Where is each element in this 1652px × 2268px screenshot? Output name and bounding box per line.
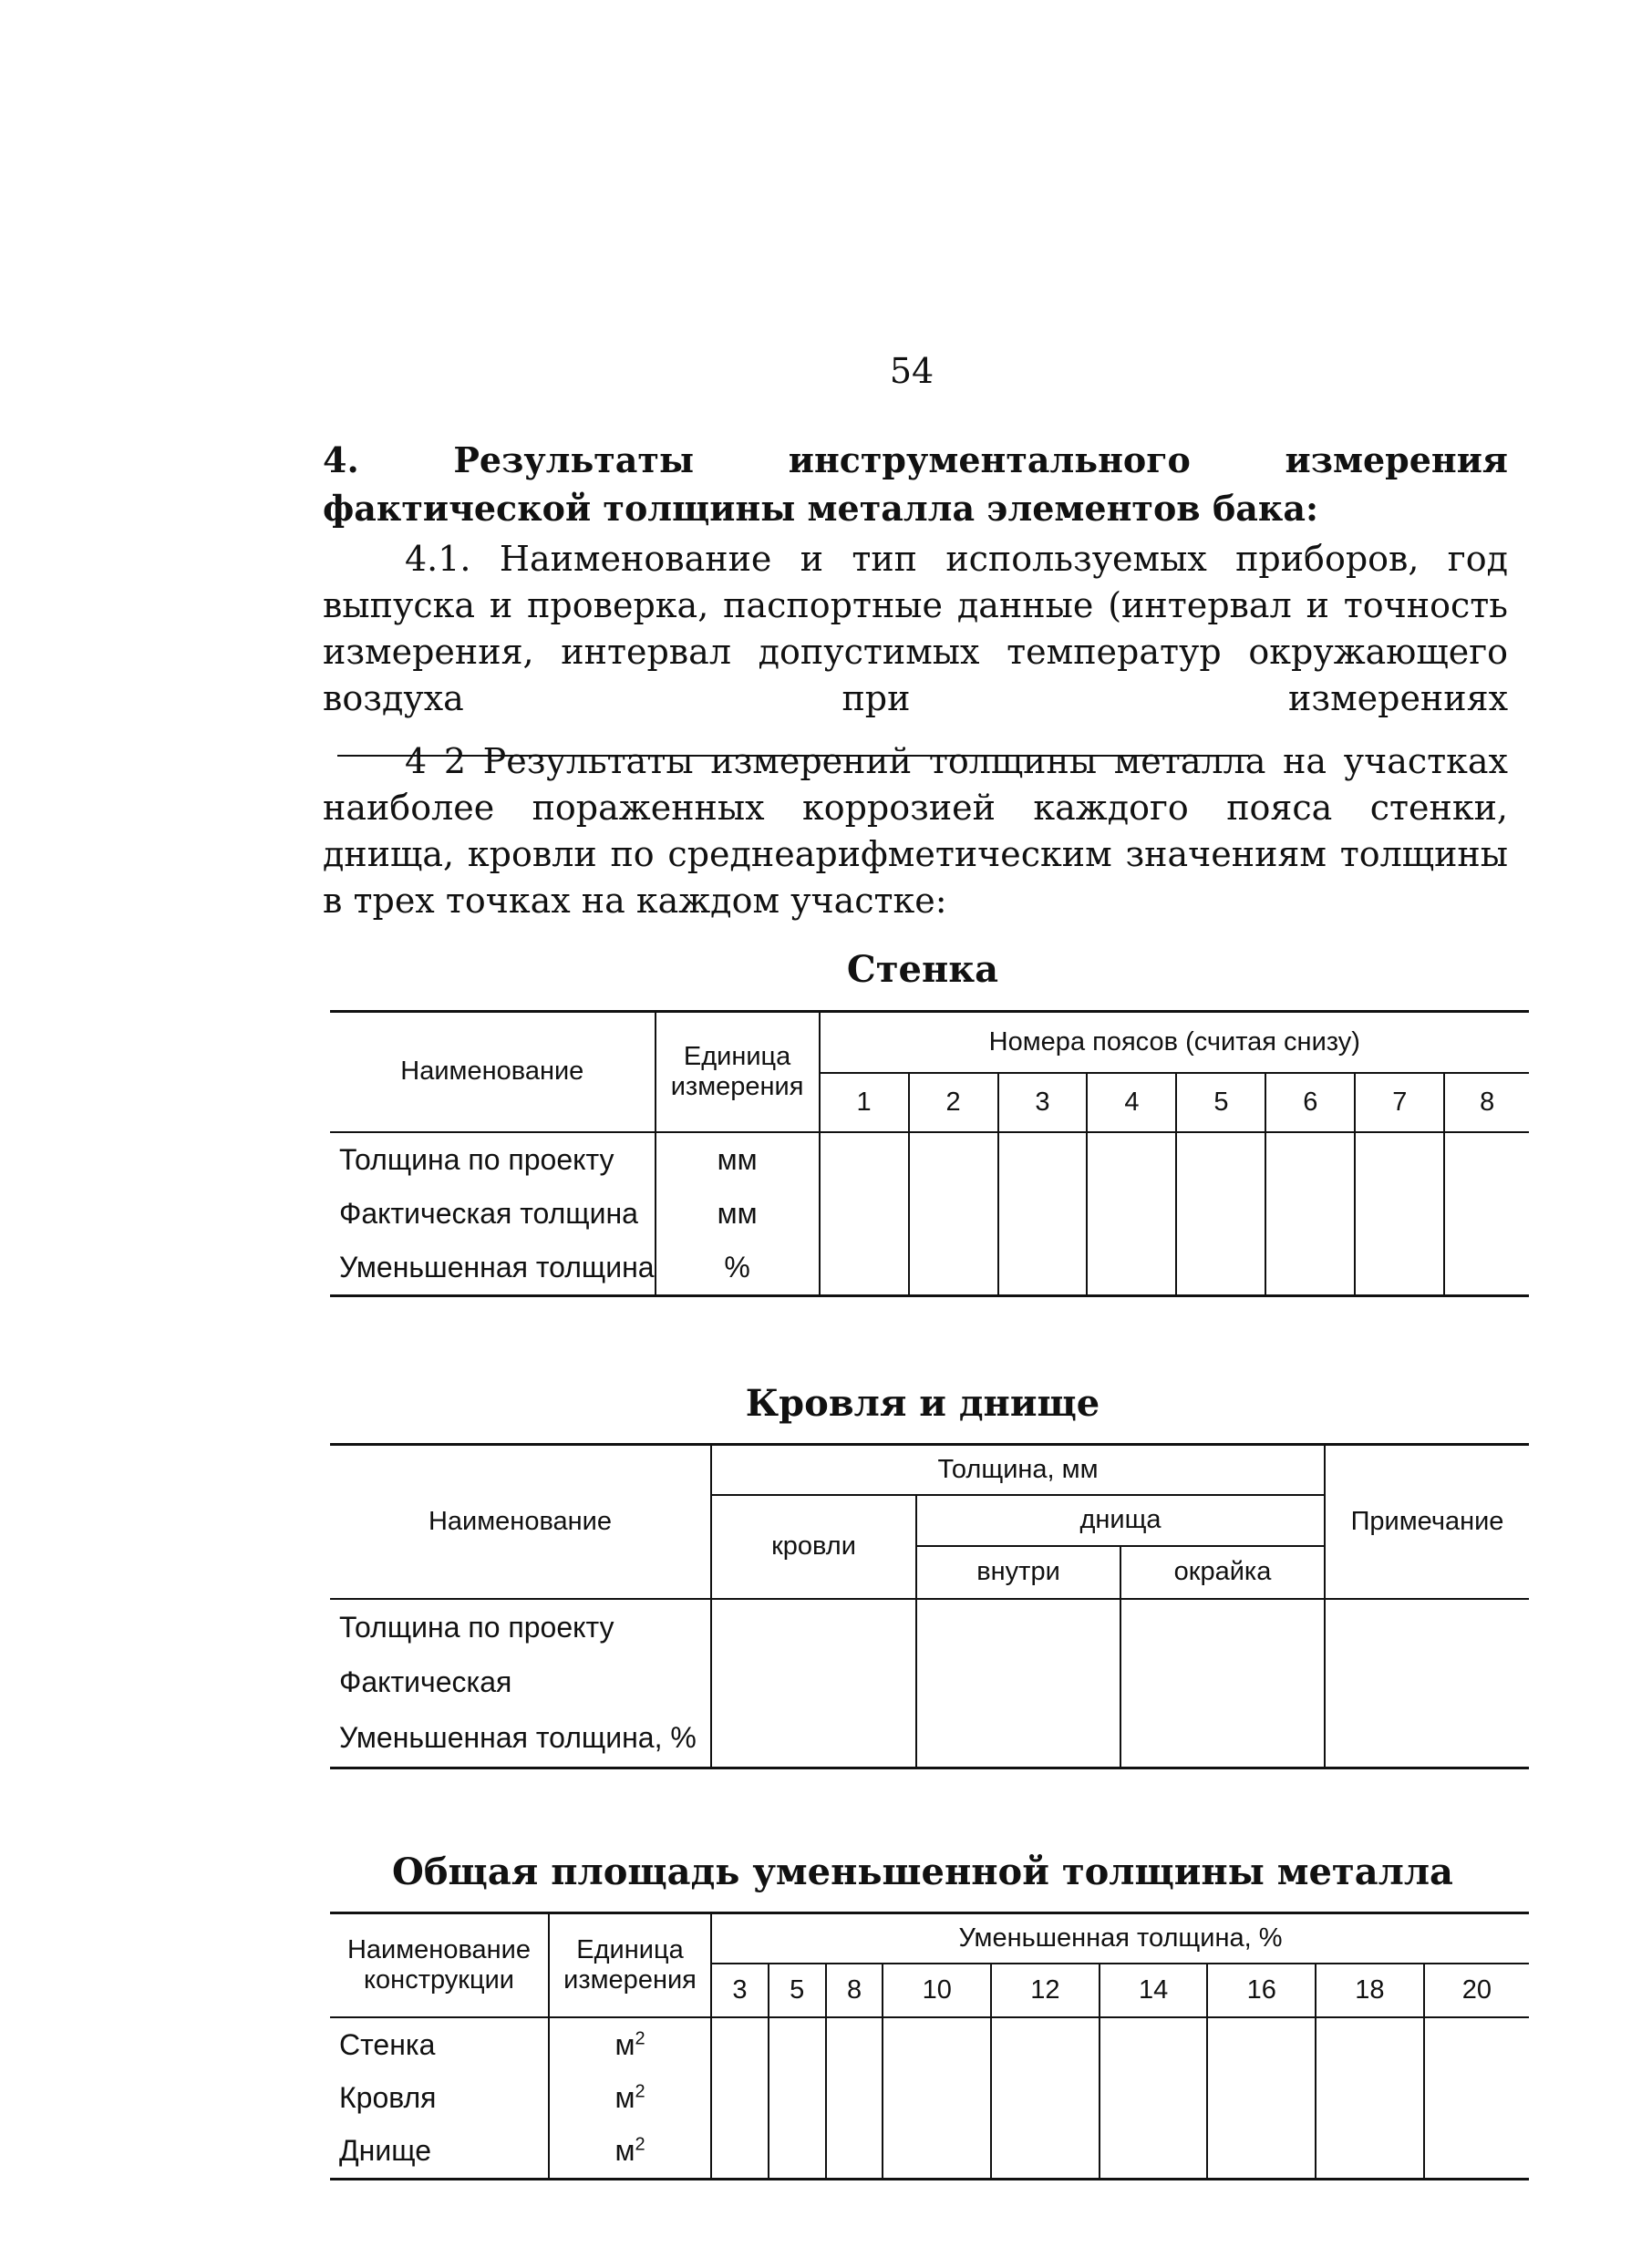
value-cell[interactable] xyxy=(826,2072,883,2125)
table-row xyxy=(330,1599,1529,1655)
area-percent-header: 16 xyxy=(1207,1964,1316,2017)
value-cell[interactable] xyxy=(1316,2072,1424,2125)
wall-belt-header: 6 xyxy=(1265,1073,1355,1132)
row-label: Уменьшенная толщина, % xyxy=(330,1710,711,1768)
value-cell[interactable] xyxy=(1207,2125,1316,2180)
table-row xyxy=(330,1187,1529,1242)
value-cell[interactable] xyxy=(826,2017,883,2072)
unit-exponent: 2 xyxy=(635,2081,645,2102)
value-cell[interactable] xyxy=(1100,2072,1208,2125)
area-col-reduced: Уменьшенная толщина, % xyxy=(711,1913,1529,1964)
value-cell[interactable] xyxy=(909,1132,998,1187)
unit-base: м xyxy=(614,2081,635,2114)
value-cell[interactable] xyxy=(1207,2072,1316,2125)
unit-exponent: 2 xyxy=(635,2027,645,2048)
value-cell[interactable] xyxy=(998,1242,1088,1296)
value-cell[interactable] xyxy=(769,2017,826,2072)
value-cell[interactable] xyxy=(769,2072,826,2125)
wall-belt-header: 7 xyxy=(1355,1073,1444,1132)
value-cell[interactable] xyxy=(1087,1132,1176,1187)
row-label: Фактическая толщина xyxy=(339,1197,638,1230)
value-cell[interactable] xyxy=(1265,1242,1355,1296)
value-cell[interactable] xyxy=(1176,1187,1265,1242)
row-unit: мм xyxy=(656,1187,820,1242)
value-cell[interactable] xyxy=(820,1132,909,1187)
value-cell[interactable] xyxy=(769,2125,826,2180)
roof-col-bottom: днища xyxy=(916,1495,1325,1546)
row-unit: мм xyxy=(656,1132,820,1187)
value-cell[interactable] xyxy=(1265,1132,1355,1187)
value-cell[interactable] xyxy=(1265,1187,1355,1242)
table-row xyxy=(330,2017,1529,2072)
value-cell[interactable] xyxy=(998,1132,1088,1187)
value-cell[interactable] xyxy=(1207,2017,1316,2072)
value-cell[interactable] xyxy=(1087,1187,1176,1242)
row-unit: % xyxy=(656,1242,820,1296)
value-cell[interactable] xyxy=(1444,1242,1529,1296)
value-cell[interactable] xyxy=(1355,1187,1444,1242)
roof-col-edge: окрайка xyxy=(1120,1546,1325,1599)
row-label: Фактическая xyxy=(339,1665,512,1698)
table-row xyxy=(330,2072,1529,2125)
roof-table-title: Кровля и днище xyxy=(745,1382,1100,1425)
value-cell[interactable] xyxy=(711,2125,769,2180)
wall-table xyxy=(330,1010,1529,1297)
area-percent-header: 12 xyxy=(991,1964,1100,2017)
value-cell[interactable] xyxy=(991,2125,1100,2180)
value-cell[interactable] xyxy=(711,1655,916,1710)
area-table xyxy=(330,1912,1529,2180)
wall-col-unit: Единица измерения xyxy=(656,1012,820,1132)
table-row xyxy=(330,1710,1529,1768)
value-cell[interactable] xyxy=(1325,1710,1529,1768)
page-number: 54 xyxy=(889,351,934,391)
paragraph-4-1 xyxy=(323,536,1508,768)
value-cell[interactable] xyxy=(820,1242,909,1296)
value-cell[interactable] xyxy=(883,2125,991,2180)
value-cell[interactable] xyxy=(711,1599,916,1655)
row-label: Кровля xyxy=(339,2081,437,2114)
value-cell[interactable] xyxy=(1087,1242,1176,1296)
wall-belt-header: 2 xyxy=(909,1073,998,1132)
area-percent-header: 10 xyxy=(883,1964,991,2017)
area-percent-header: 5 xyxy=(769,1964,826,2017)
unit-exponent: 2 xyxy=(635,2134,645,2155)
unit-base: м xyxy=(614,2134,635,2168)
value-cell[interactable] xyxy=(1325,1599,1529,1655)
roof-col-note: Примечание xyxy=(1325,1445,1529,1599)
wall-belt-header: 3 xyxy=(998,1073,1088,1132)
value-cell[interactable] xyxy=(1424,2125,1529,2180)
roof-table xyxy=(330,1443,1529,1769)
value-cell[interactable] xyxy=(1120,1599,1325,1655)
roof-col-name: Наименование xyxy=(330,1445,711,1599)
area-percent-header: 3 xyxy=(711,1964,769,2017)
row-unit xyxy=(549,2017,711,2072)
area-percent-header: 18 xyxy=(1316,1964,1424,2017)
table-row xyxy=(330,1242,1529,1296)
wall-belt-header: 4 xyxy=(1087,1073,1176,1132)
area-table-title: Общая площадь уменьшенной толщины металла xyxy=(392,1850,1453,1893)
section-title: 4. Результаты инструментального измерения фактической толщины металла элементов бака: xyxy=(323,439,1508,529)
value-cell[interactable] xyxy=(883,2017,991,2072)
row-label: Стенка xyxy=(339,2027,436,2061)
value-cell[interactable] xyxy=(1325,1655,1529,1710)
roof-col-inside: внутри xyxy=(916,1546,1120,1599)
unit-base: м xyxy=(614,2027,635,2061)
wall-table-title: Стенка xyxy=(846,948,999,991)
value-cell[interactable] xyxy=(883,2072,991,2125)
roof-col-thickness: Толщина, мм xyxy=(711,1445,1325,1495)
value-cell[interactable] xyxy=(916,1655,1120,1710)
row-label: Толщина по проекту xyxy=(339,1610,614,1644)
value-cell[interactable] xyxy=(909,1242,998,1296)
value-cell[interactable] xyxy=(1444,1132,1529,1187)
value-cell[interactable] xyxy=(1316,2125,1424,2180)
value-cell[interactable] xyxy=(711,1710,916,1768)
paragraph-4-1-text: 4.1. Наименование и тип используемых приборов, год выпуска и проверка, паспортные данные (интервал и точность измерения, интервал допустимых температур окружающего воздуха при измерениях xyxy=(323,539,1508,718)
value-cell[interactable] xyxy=(1100,2125,1208,2180)
value-cell[interactable] xyxy=(916,1710,1120,1768)
row-label: Толщина по проекту xyxy=(339,1142,614,1176)
paragraph-4-2-text: 4 2 Результаты измерений толщины металла на участках наиболее пораженных коррозией каждого пояса стенки, днища, кровли по среднеарифметическим значениям толщины в трех точках на каждом участке: xyxy=(323,741,1508,921)
value-cell[interactable] xyxy=(1100,2017,1208,2072)
table-row xyxy=(330,1655,1529,1710)
value-cell[interactable] xyxy=(1355,1132,1444,1187)
value-cell[interactable] xyxy=(1316,2017,1424,2072)
paragraph-4-2 xyxy=(323,738,1508,924)
wall-col-name: Наименование xyxy=(330,1012,656,1132)
row-label: Уменьшенная толщина xyxy=(330,1242,656,1296)
value-cell[interactable] xyxy=(826,2125,883,2180)
value-cell[interactable] xyxy=(1176,1132,1265,1187)
area-col-name: Наименование конструкции xyxy=(330,1913,549,2017)
value-cell[interactable] xyxy=(820,1187,909,1242)
value-cell[interactable] xyxy=(1120,1655,1325,1710)
row-unit xyxy=(549,2072,711,2125)
value-cell[interactable] xyxy=(1424,2017,1529,2072)
area-percent-header: 8 xyxy=(826,1964,883,2017)
value-cell[interactable] xyxy=(991,2017,1100,2072)
wall-belt-header: 8 xyxy=(1444,1073,1529,1132)
area-percent-header: 14 xyxy=(1100,1964,1208,2017)
table-row xyxy=(330,2125,1529,2180)
wall-belt-header: 5 xyxy=(1176,1073,1265,1132)
value-cell[interactable] xyxy=(998,1187,1088,1242)
wall-col-belts: Номера поясов (считая снизу) xyxy=(820,1012,1529,1073)
value-cell[interactable] xyxy=(909,1187,998,1242)
value-cell[interactable] xyxy=(1355,1242,1444,1296)
row-label: Днище xyxy=(330,2125,549,2180)
table-row xyxy=(330,1132,1529,1187)
value-cell[interactable] xyxy=(711,2072,769,2125)
value-cell[interactable] xyxy=(1444,1187,1529,1242)
roof-col-roof: кровли xyxy=(711,1495,916,1599)
wall-belt-header: 1 xyxy=(820,1073,909,1132)
area-col-unit: Единица измерения xyxy=(549,1913,711,2017)
value-cell[interactable] xyxy=(1120,1710,1325,1768)
value-cell[interactable] xyxy=(916,1599,1120,1655)
row-unit xyxy=(549,2125,711,2180)
area-percent-header: 20 xyxy=(1424,1964,1529,2017)
value-cell[interactable] xyxy=(991,2072,1100,2125)
value-cell[interactable] xyxy=(711,2017,769,2072)
value-cell[interactable] xyxy=(1424,2072,1529,2125)
value-cell[interactable] xyxy=(1176,1242,1265,1296)
